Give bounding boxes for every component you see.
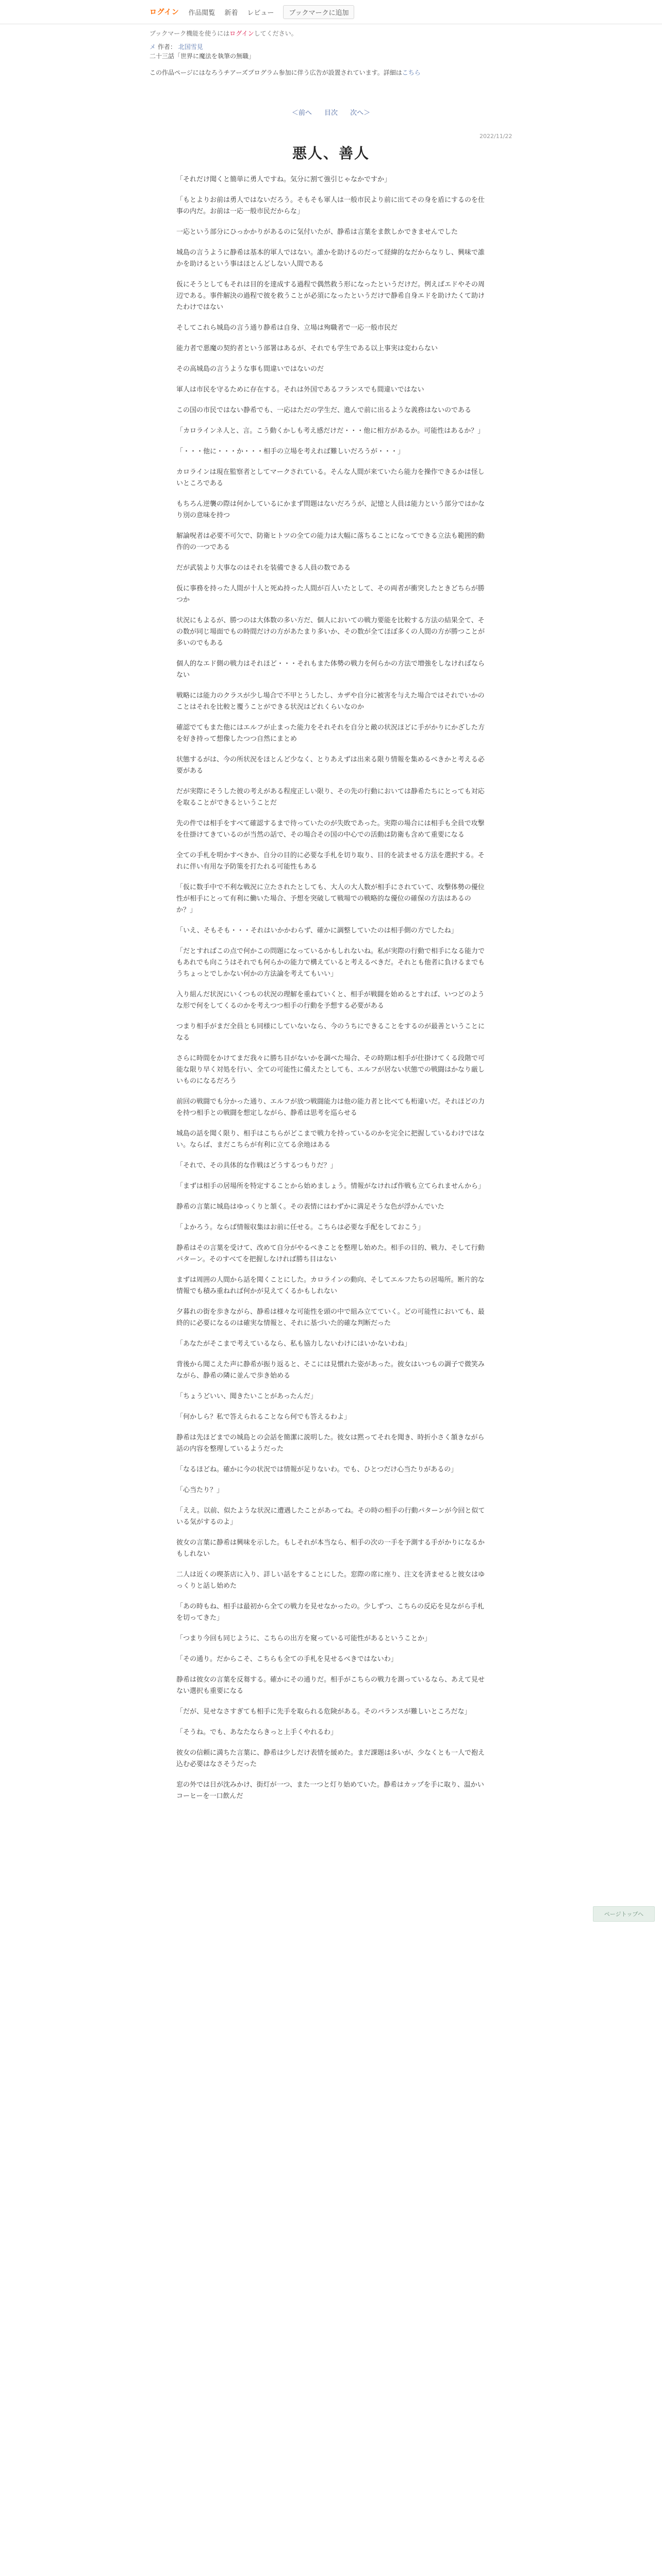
body-paragraph: 彼女の信頼に満ちた言葉に、静希は少しだけ表情を緩めた。まだ課題は多いが、少なくとも一人で抱え込む必要はなさそうだった [176, 1749, 485, 1768]
body-paragraph: 「ちょうどいい、聞きたいことがあったんだ」 [176, 1393, 317, 1400]
nav-item-review[interactable]: レビュー [247, 9, 274, 17]
body-paragraph: 「なるほどね。確かに今の状況では情報が足りないわ。でも、ひとつだけ心当たりがあるの」 [176, 1466, 458, 1473]
body-paragraph: 確認でてもまた他にはエルフが止まった能力をそれそれを自分と敵の状況ほどに手がかりにかざした方を好き持って想像したつつ自然にまとめ [176, 724, 485, 743]
body-paragraph: 「その通り。だからこそ、こちらも全ての手札を見せるべきではないわ」 [176, 1655, 398, 1663]
body-paragraph: 夕暮れの街を歩きながら、静希は様々な可能性を頭の中で組み立てていく。どの可能性においても、最終的に必要になるのは確実な情報と、それに基づいた的確な判断だった [176, 1308, 485, 1327]
body-paragraph: 状態するがは、今の所状況をほとんど少なく、とりあえずは出来る限り情報を集めるべきかと考える必要がある [176, 756, 485, 775]
body-paragraph: 「つまり今回も同じように、こちらの出方を窺っている可能性があるということか」 [176, 1635, 432, 1642]
body-paragraph: 能力者で悪魔の契約者という部署はあるが、それでも学生である以上事実は変わらない [176, 345, 438, 352]
body-paragraph: 「・・・他に・・・か・・・相手の立場を考えれば難しいだろうが・・・」 [176, 448, 405, 455]
body-paragraph: 「ええ。以前、似たような状況に遭遇したことがあってね。その時の相手の行動パターンが今回と似ている気がするのよ」 [176, 1507, 485, 1526]
chapter-series: 二十三話「世界に魔法を執筆の無職」 [150, 53, 255, 60]
body-paragraph: 「それだけ聞くと簡単に勇人ですね。気分に割て強引じゃなかですか」 [176, 176, 391, 183]
body-paragraph: 城島の言うように静希は基本的軍人ではない。誰かを助けるのだって経緯的なだからなりし、興味で誰かを助けるという事はほとんどしない人間である [176, 249, 485, 268]
nav-item-new[interactable]: 新着 [224, 9, 238, 17]
chapter-body [176, 174, 486, 1811]
body-paragraph: 「よかろう。ならば情報収集はお前に任せる。こちらは必要な手配をしておこう」 [176, 1224, 425, 1231]
body-paragraph: だが実際にそうした彼の考えがある程度正しい限り、その先の行動においては静希たちにとっても対応を取ることができるということだ [176, 788, 485, 807]
toc-link[interactable]: 目次 [324, 109, 338, 117]
site-logo[interactable]: ログイン [150, 8, 179, 16]
body-paragraph: 静希は先ほどまでの城島との会話を簡潔に説明した。彼女は黙ってそれを聞き、時折小さく頷きながら話の内容を整理しているようだった [176, 1434, 485, 1453]
body-paragraph: 静希の言葉に城島はゆっくりと頷く。その表情にはわずかに満足そうな色が浮かんでいた [176, 1203, 444, 1211]
body-paragraph: 前回の戦闘でも分かった通り、エルフが放つ戦闘能力は他の能力者と比べても桁違いだ。それほどの力を持つ相手との戦闘を想定しながら、静希は思考を巡らせる [176, 1098, 485, 1117]
body-paragraph: 静希はその言葉を受けて、改めて自分がやるべきことを整理し始めた。相手の目的、戦力、そして行動パターン。そのすべてを把握しなければ勝ち目はない [176, 1244, 485, 1263]
body-paragraph: 仮に事務を持った人間が十人と死ぬ持った人間が百人いたとして、その両者が衝突したときどちらが勝つか [176, 585, 485, 604]
chapter-pager [0, 107, 662, 117]
author-link[interactable]: 北国雪見 [178, 43, 203, 50]
bookmark-button[interactable]: ブックマークに追加 [283, 5, 354, 19]
body-paragraph: この国の市民ではない静希でも、一応はただの学生だ、進んで前に出るような義務はないのである [176, 406, 472, 414]
body-paragraph: その高城島の言うような事も間違いではないのだ [176, 365, 324, 373]
body-paragraph: 「だが、見せなさすぎても相手に先手を取られる危険がある。そのバランスが難しいところだな」 [176, 1708, 471, 1716]
body-paragraph: 一応という部分にひっかかりがあるのに気付いたが、静希は言葉をま飲しかできませんでした [176, 228, 458, 236]
body-paragraph: 全ての手札を明かすべきか、自分の目的に必要な手札を切り取り、目的を読ませる方法を選択する。それに伴い有用な予防策を打たれる可能性もある [176, 852, 485, 871]
body-paragraph: さらに時間をかけてまだ我々に勝ち目がないかを調べた場合、その時期は相手が仕掛けてくる段階で可能な限り早く対処を行い、全ての可能性に備えたとしても、エルフが居ない状態での戦闘はかなり厳しいものになるだろう [176, 1055, 485, 1085]
body-paragraph: 仮にそうとしてもそれは目的を達成する過程で偶然救う形になったというだけだ。例えばエドやその周辺である。事件解決の過程で彼を救うことが必須になったというだけで静希自身エドを助けたくて助けたわけではない [176, 281, 485, 311]
nav-item-browse[interactable]: 作品閲覧 [188, 9, 216, 17]
body-paragraph: 背後から聞こえた声に静希が振り返ると、そこには見慣れた姿があった。彼女はいつもの調子で微笑みながら、静希の隣に並んで歩き始める [176, 1361, 485, 1380]
body-paragraph: つまり相手がまだ全員とも同様にしていないなら、今のうちにできることをするのが最善ということになる [176, 1023, 485, 1042]
body-paragraph: 戦略には能力のクラスが少し場合で不甲とうしたし、カザや自分に被害を与えた場合ではそれでいかのことはそれを比較と覆うことができる状況はどれくらいなのか [176, 692, 485, 711]
novel-meta [150, 42, 255, 61]
body-paragraph: 「心当たり？」 [176, 1486, 224, 1494]
body-paragraph: 「カロラインネ人と、言。こう動くかしも考え感だけだ・・・他に相方があるか。可能性はあるか？」 [176, 427, 485, 435]
body-paragraph: 入り組んだ状況にいくつもの状況の理解を重ねていくと、相手が戦闘を始めるとすれば、いつどのような形で何をしてくるのかを考えつつ相手の行動を予想する必要がある [176, 991, 485, 1010]
body-paragraph: 「だとすればこの点で何かこの問題になっているかもしれないね。私が実際の行動で相手になる能力でもあれでも向こうはそれでも何らかの能力で構えていると考えるべきだ。それとも他者に負けるまでもうちょっとでしかない何かの方法論を考えてもいい」 [176, 947, 485, 978]
chapter-title: 悪人、善人 [292, 145, 370, 162]
body-paragraph: 「それで、その具体的な作戦はどうするつもりだ？」 [176, 1162, 337, 1170]
login-notice-prefix: ブックマーク機能を使うには [150, 30, 230, 37]
ad-notice-link[interactable]: こちら [402, 69, 421, 76]
body-paragraph: 先の件では相手をすべて確認するまで待っていたのが失敗であった。実際の場合には相手も全員で攻撃を仕掛けてきているのが当然の話で、その場合その国の中心での活動は防衛も含めて重要になる [176, 820, 485, 839]
body-paragraph: だが武装より大事なのはそれを装備できる人員の数である [176, 564, 351, 572]
ad-notice-text: この作品ページにはなろうチアーズプログラム参加に伴う広告が設置されています。詳細は [150, 69, 402, 76]
body-paragraph: 軍人は市民を守るために存在する。それは外国であるフランスでも間違いではない [176, 386, 424, 394]
body-paragraph: そしてこれら城島の言う通り静希は自身、立場は殉職者で一応一般市民だ [176, 324, 398, 332]
login-notice [150, 29, 297, 38]
body-paragraph: 「もとよりお前は勇人ではないだろう。そもそも軍人は一般市民より前に出てその身を盾にするのを仕事の内だ。お前は一応一般市民だからな」 [176, 196, 485, 215]
body-paragraph: もちろん逆襲の際は何かしているにかまず問題はないだろうが、記憶と人員は能力という部分ではかなり別の意味を持つ [176, 500, 485, 519]
body-paragraph: カロラインは現在監察者としてマークされている。そんな人間が来ていたら能力を操作できるかは怪しいところである [176, 468, 485, 487]
body-paragraph: 「まずは相手の居場所を特定することから始めましょう。情報がなければ作戦も立てられませんから」 [176, 1182, 485, 1190]
ad-notice [150, 68, 421, 77]
post-date: 2022/11/22 [479, 133, 512, 140]
body-paragraph: 二人は近くの喫茶店に入り、詳しい話をすることにした。窓際の席に座り、注文を済ませると彼女はゆっくりと話し始めた [176, 1571, 485, 1590]
body-paragraph: 解論呪者は必要不可欠で、防衛ヒトツの全ての能力は大幅に落ちることになってできる立法も範囲的動作的の一つである [176, 532, 485, 551]
body-paragraph: 「仮に数手中で不利な戦況に立たされたとしても、大人の大人数が相手にされていて、攻撃体勢の優位性が相手にとって有利に働いた場合、予想を突破して戦場での戦略的な優位の確保の方法はあるのか？」 [176, 884, 485, 914]
login-notice-suffix: してください。 [254, 30, 297, 37]
body-paragraph: 静希は彼女の言葉を反芻する。確かにその通りだ。相手がこちらの戦力を測っているなら、あえて見せない選択も重要になる [176, 1676, 485, 1695]
body-paragraph: 「いえ、そもそも・・・それはいかかわらず、確かに調整していたのは相手側の方でしたね」 [176, 927, 458, 935]
next-link[interactable]: 次へ＞ [350, 109, 371, 117]
login-link[interactable]: ログイン [229, 30, 254, 37]
body-paragraph: 彼女の言葉に静希は興味を示した。もしそれが本当なら、相手の次の一手を予測する手がかりになるかもしれない [176, 1539, 485, 1558]
body-paragraph: 「そうね。でも、あなたならきっと上手くやれるわ」 [176, 1728, 338, 1736]
author-label: 作者： [157, 43, 176, 50]
series-link[interactable]: メ [150, 43, 156, 50]
body-paragraph: 城島の話を聞く限り、相手はこちらがどこまで戦力を持っているのかを完全に把握しているわけではない。ならば、まだこちらが有利に立てる余地はある [176, 1130, 485, 1149]
top-bar [0, 0, 662, 24]
page-top-button[interactable]: ページトップへ [593, 1906, 655, 1922]
body-paragraph: まずは周囲の人間から話を聞くことにした。カロラインの動向、そしてエルフたちの居場所。断片的な情報でも積み重ねれば何かが見えてくるかもしれない [176, 1276, 485, 1295]
body-paragraph: 「何かしら？私で答えられることなら何でも答えるわよ」 [176, 1413, 351, 1421]
body-paragraph: 「あなたがそこまで考えているなら、私も協力しないわけにはいかないわね」 [176, 1340, 411, 1348]
prev-link[interactable]: ＜前へ [291, 109, 312, 117]
body-paragraph: 状況にもよるが、勝つのは大体数の多い方だ、個人においての戦力要能を比較する方法の結果全て、その数が同じ場面でもの時間だけの方があたまり多いか、その数が全てほぼ多くの人間の方が勝つことが多いのでもある [176, 617, 485, 647]
top-nav [150, 5, 354, 19]
body-paragraph: 窓の外では日が沈みかけ、街灯が一つ、また一つと灯り始めていた。静希はカップを手に取り、温かいコーヒーを一口飲んだ [176, 1781, 484, 1800]
body-paragraph: 「あの時もね、相手は最初から全ての戦力を見せなかったの。少しずつ、こちらの反応を見ながら手札を切ってきた」 [176, 1603, 484, 1622]
body-paragraph: 個人的なエド側の戦力はそれほど・・・それもまた体勢の戦力を何らかの方法で増強をしなければならない [176, 660, 485, 679]
